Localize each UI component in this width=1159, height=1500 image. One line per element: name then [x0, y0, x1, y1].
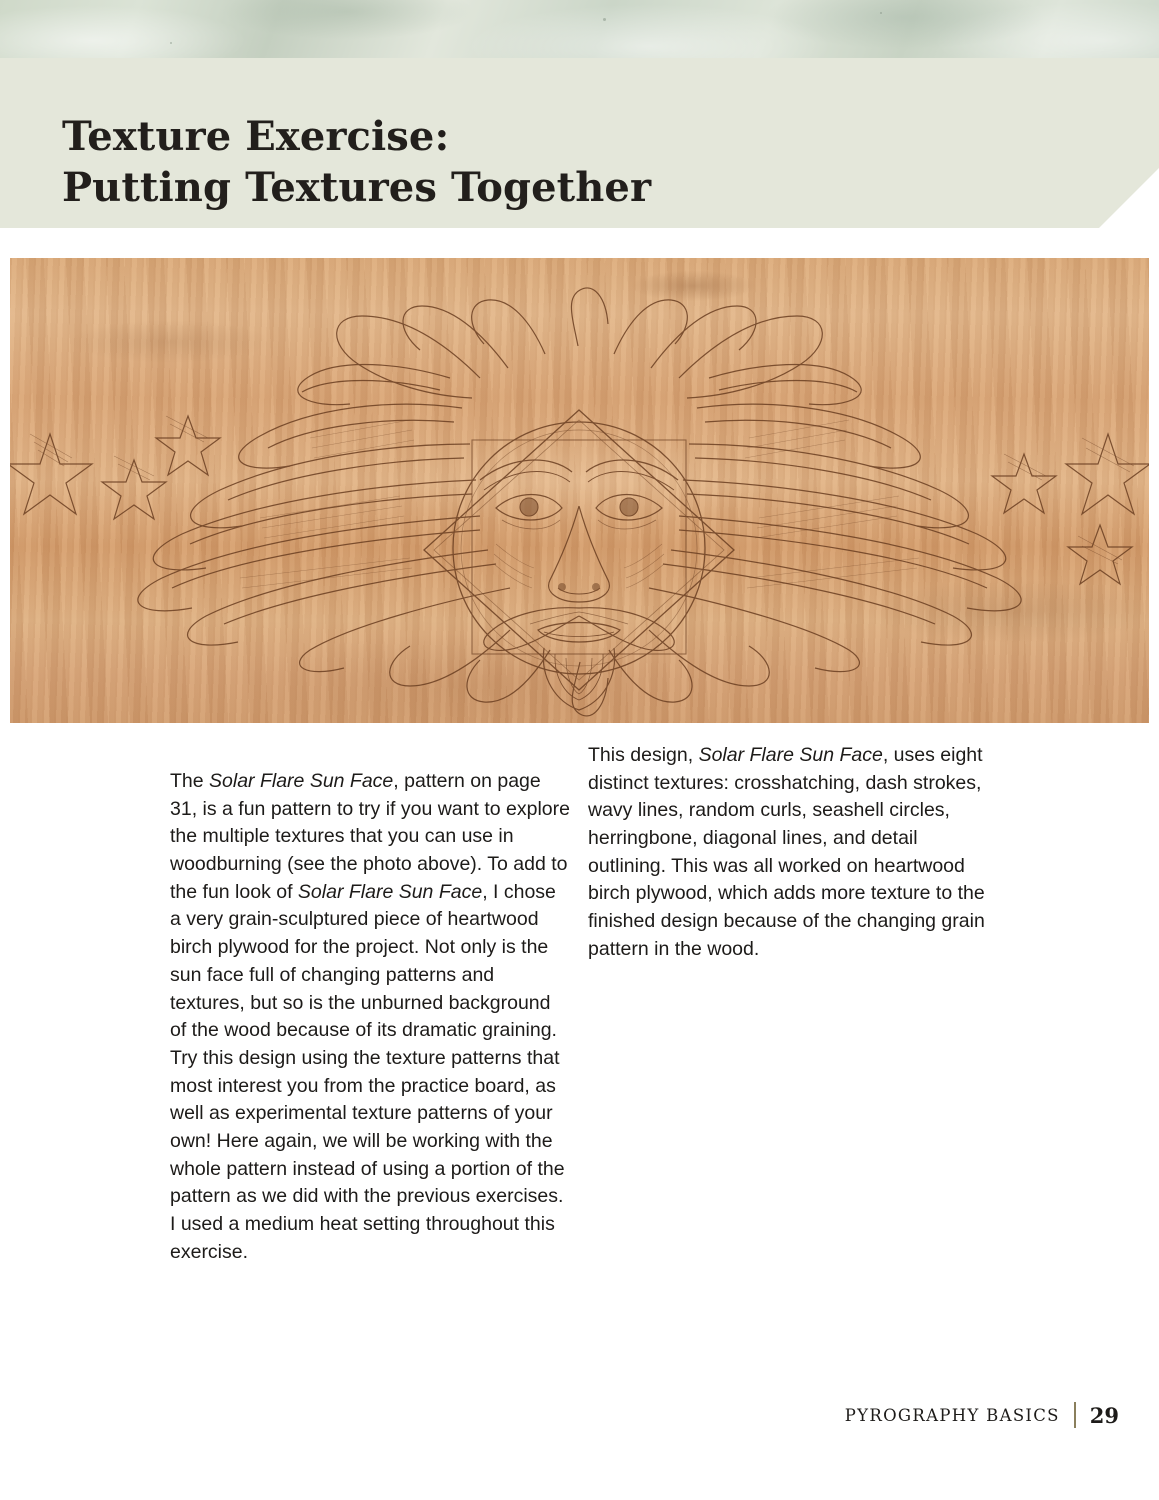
paragraph-left	[170, 768, 570, 1266]
page-title-line-2: Putting Textures Together	[62, 163, 652, 211]
title-banner	[0, 58, 1159, 228]
text-run: , pattern on page 31, is a fun pattern to try if you want to explore the multiple textures that you can use in woodburning (see the photo above). To add to the fun look of	[170, 770, 570, 903]
page-number: 29	[1089, 1402, 1119, 1428]
pattern-title-italic: Solar Flare Sun Face	[698, 744, 883, 766]
text-run: , uses eight distinct textures: crosshatching, dash strokes, wavy lines, random curls, seashell circles, herringbone, diagonal lines, and detail outlining. This was all worked on heartwood birch plywood, which adds more texture to the finished design because of the changing grain pattern in the wood.	[588, 744, 985, 960]
hero-image-woodburned-sun-face	[10, 258, 1149, 723]
body-text-right-column	[588, 742, 998, 964]
corner-fold-decoration	[1099, 168, 1159, 228]
pattern-title-italic: Solar Flare Sun Face	[209, 770, 394, 792]
body-text-left-column	[170, 768, 570, 1266]
text-run: This design,	[588, 744, 699, 766]
page-title	[62, 111, 651, 213]
speck-dot	[170, 42, 172, 44]
top-decorative-band	[0, 0, 1159, 58]
text-run: The	[170, 770, 210, 792]
page-footer	[845, 1402, 1119, 1428]
watercolor-wash	[0, 0, 1159, 58]
speck-dot	[603, 18, 606, 21]
footer-divider	[1074, 1402, 1076, 1428]
footer-section-label: PYROGRAPHY BASICS	[844, 1405, 1060, 1425]
speck-dot	[880, 12, 882, 14]
pattern-title-italic: Solar Flare Sun Face	[297, 880, 483, 903]
sun-face-burn-artwork	[10, 258, 1149, 723]
text-run: , I chose a very grain-sculptured piece of heartwood birch plywood for the project. Not only is the sun face full of changing patterns and textures, but so is the unburned background of the wood because of its dramatic graining. Try this design using the texture patterns that most interest you from the practice board, as well as experimental texture patterns of your own! Here again, we will be working with the whole pattern instead of using a portion of the pattern as we did with the previous exercises. I used a medium heat setting throughout this exercise.	[170, 880, 565, 1263]
page-title-line-1: Texture Exercise:	[62, 112, 450, 160]
paragraph-right	[588, 742, 998, 964]
